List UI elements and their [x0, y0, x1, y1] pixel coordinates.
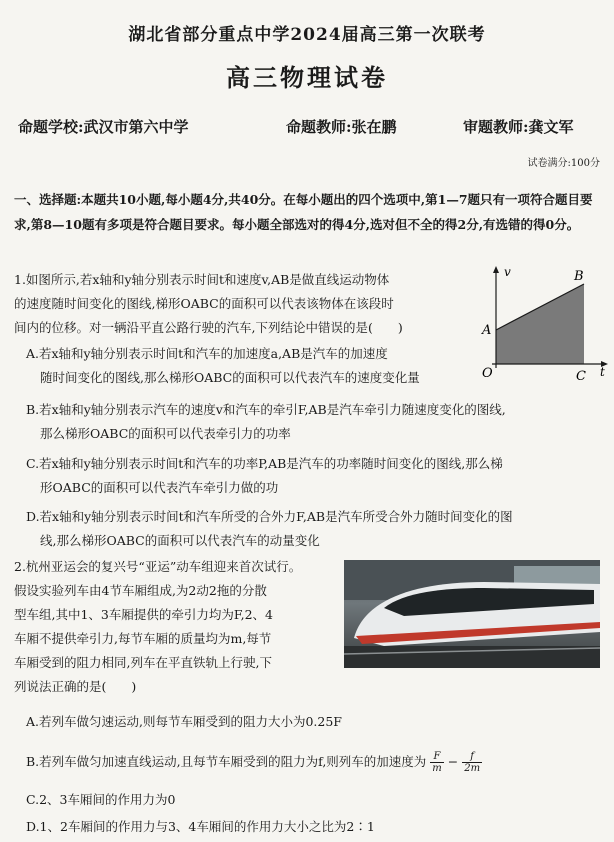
frac2-denominator: 2m: [464, 763, 481, 774]
q1-line-2: 的速度随时间变化的图线,梯形OABC的面积可以代表该物体在该段时: [14, 296, 394, 311]
school-label: 命题学校:武汉市第六中学: [18, 118, 189, 136]
q2-line-2: 假设实验列车由4节车厢组成,为2动2拖的分散: [14, 583, 267, 598]
q1-opt-d-line1: D.若x轴和y轴分别表示时间t和汽车所受的合外力F,AB是汽车所受合外力随时间变化的图: [26, 509, 513, 524]
q1-opt-a-line2: 随时间变化的图线,那么梯形OABC的面积可以代表汽车的速度变化量: [40, 370, 420, 385]
q1-option-b: [26, 398, 606, 446]
q1-opt-d-line2: 线,那么梯形OABC的面积可以代表汽车的动量变化: [40, 533, 320, 548]
exam-title: 湖北省部分重点中学2024届高三第一次联考: [128, 25, 486, 45]
frac1-denominator: m: [432, 763, 442, 774]
fraction-f-over-m: [430, 751, 443, 774]
point-b-label: B: [574, 269, 584, 284]
q2-line-4: 车厢不提供牵引力,每节车厢的质量均为m,每节: [14, 631, 272, 646]
q2-option-b: [26, 750, 482, 774]
fraction-f-over-2m: [462, 751, 482, 774]
point-o-label: O: [482, 366, 493, 381]
q1-opt-c-line2: 形OABC的面积可以代表汽车牵引力做的功: [40, 480, 279, 495]
x-axis-label: t: [600, 365, 605, 379]
q1-opt-a-line1: A.若x轴和y轴分别表示时间t和汽车的加速度a,AB是汽车的加速度: [26, 346, 388, 361]
trapezoid-oabc: [496, 284, 584, 364]
full-score: 试卷满分:100分: [527, 158, 600, 169]
exam-subtitle: 高三物理试卷: [226, 63, 388, 92]
question-2-stem: [14, 555, 344, 699]
section-intro: 一、选择题:本题共10小题,每小题4分,共40分。在每小题出的四个选项中,第1—7题只有一项符合题目要求,第8—10题有多项是符合题目要求。每小题全部选对的得4分,选对但不全的得2分,有选错的得0分。: [14, 192, 593, 232]
q2-line-1: 2.杭州亚运会的复兴号“亚运”动车组迎来首次试行。: [14, 559, 302, 574]
train-illustration: [344, 560, 600, 668]
q1-option-c: [26, 452, 606, 500]
point-a-label: A: [482, 323, 492, 338]
q1-line-3: 间内的位移。对一辆沿平直公路行驶的汽车,下列结论中错误的是( ): [14, 320, 403, 335]
y-axis-label: v: [504, 265, 511, 279]
q2-line-6: 列说法正确的是( ): [14, 679, 137, 694]
reviewer-label: 审题教师:龚文军: [463, 118, 574, 136]
frac2-numerator: f: [462, 751, 482, 763]
vt-graph: [478, 264, 610, 384]
minus-sign: −: [447, 754, 459, 769]
point-c-label: C: [576, 369, 586, 384]
frac1-numerator: F: [430, 751, 443, 763]
author-label: 命题教师:张在鹏: [286, 118, 397, 136]
q1-line-1: 1.如图所示,若x轴和y轴分别表示时间t和速度v,AB是做直线运动物体: [14, 272, 390, 287]
q2-line-5: 车厢受到的阻力相同,列车在平直铁轨上行驶,下: [14, 655, 272, 670]
q1-opt-b-line2: 那么梯形OABC的面积可以代表牵引力的功率: [40, 426, 291, 441]
q1-option-d: [26, 505, 606, 553]
q2-option-d: D.1、2车厢间的作用力与3、4车厢间的作用力大小之比为2∶1: [26, 819, 375, 834]
q2-opt-b-text: B.若列车做匀加速直线运动,且每节车厢受到的阻力为f,则列车的加速度为: [26, 754, 427, 769]
q2-option-c: C.2、3车厢间的作用力为0: [26, 792, 176, 807]
train-photo: [344, 560, 600, 668]
q1-option-a: [26, 342, 476, 390]
q1-opt-b-line1: B.若x轴和y轴分别表示汽车的速度v和汽车的牵引F,AB是汽车牵引力随速度变化的图线,: [26, 402, 506, 417]
question-1-stem: [14, 268, 484, 340]
y-arrow-icon: [493, 266, 499, 273]
q1-opt-c-line1: C.若x轴和y轴分别表示时间t和汽车的功率P,AB是汽车的功率随时间变化的图线,那么梯: [26, 456, 503, 471]
q2-line-3: 型车组,其中1、3车厢提供的牵引力均为F,2、4: [14, 607, 273, 622]
q2-option-a: A.若列车做匀速运动,则每节车厢受到的阻力大小为0.25F: [26, 714, 342, 729]
